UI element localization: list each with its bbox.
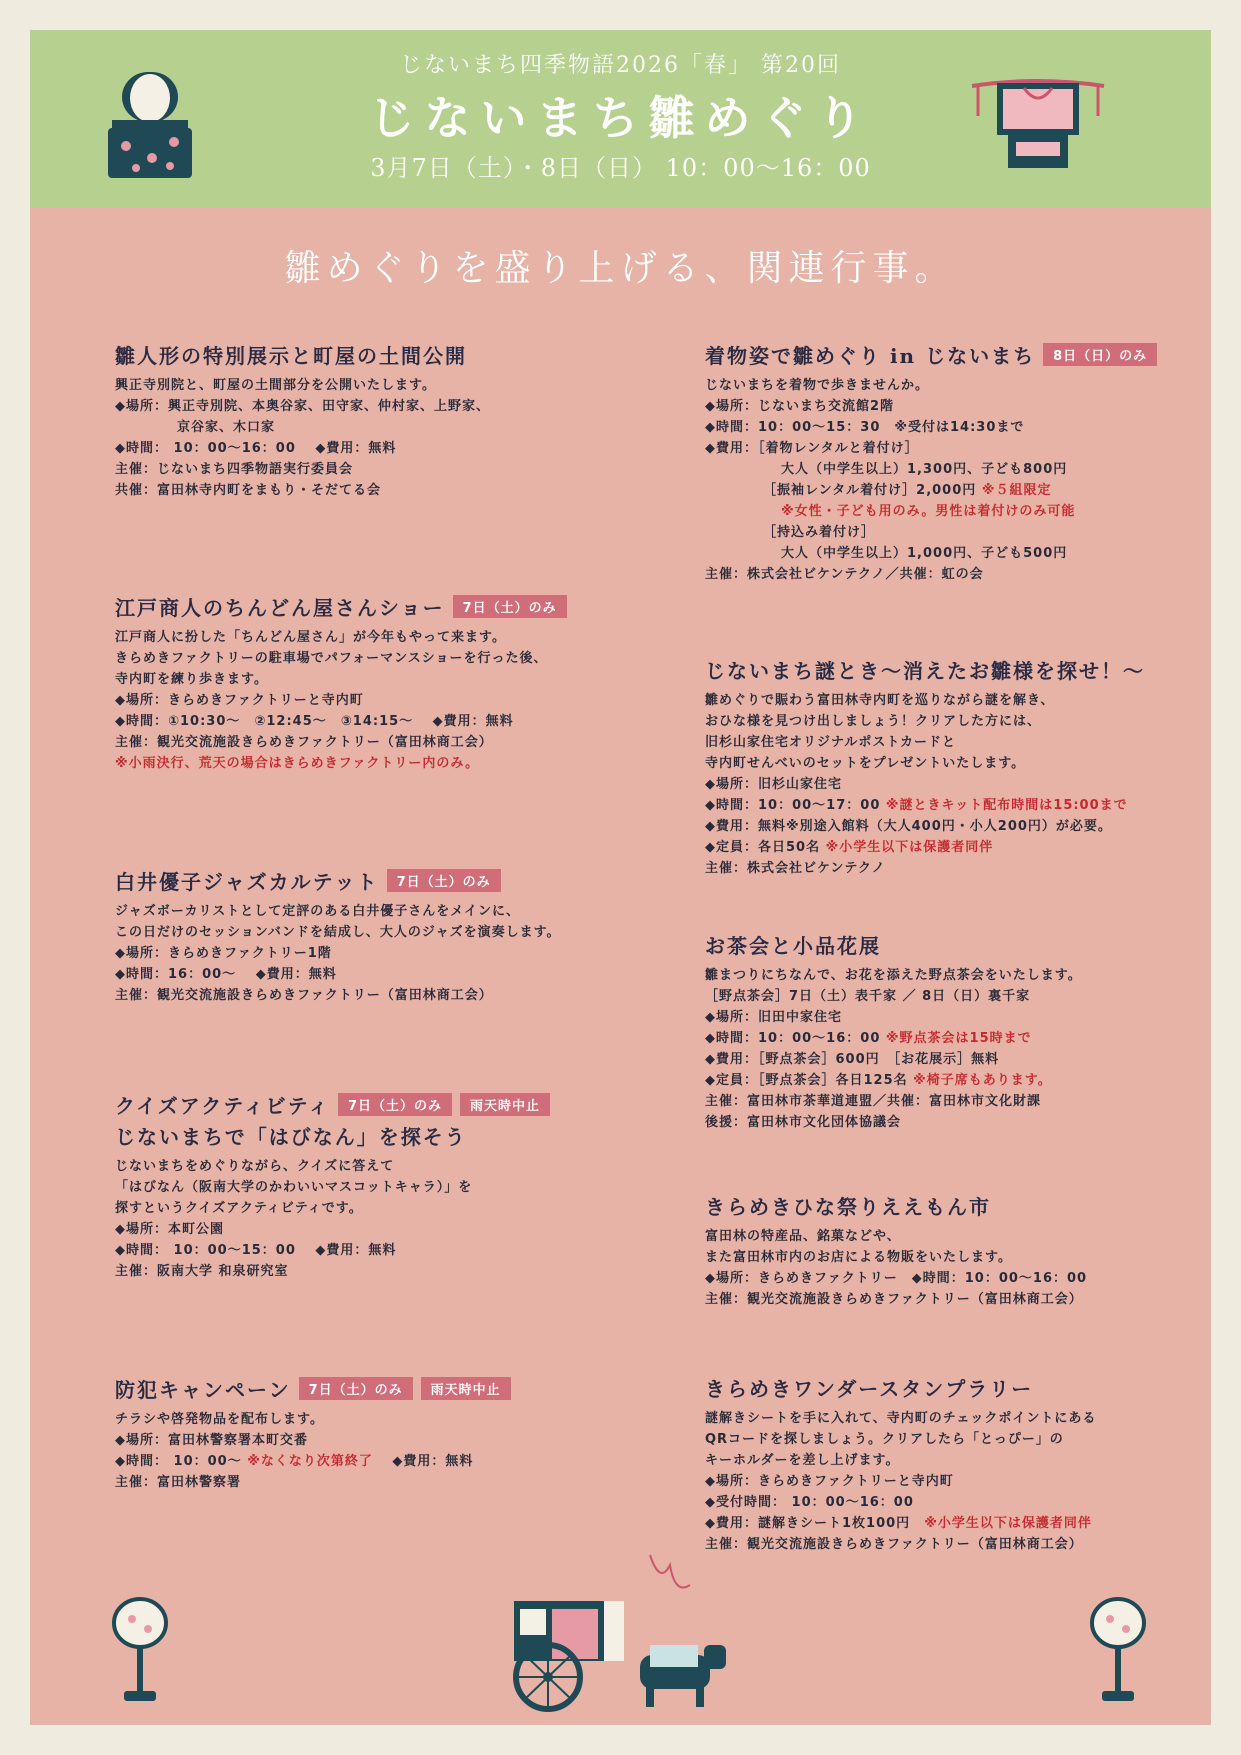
detail-text: この日だけのセッションバンドを結成し、大人のジャズを演奏します。 xyxy=(115,925,561,940)
detail-text: ◆時間： 10：00〜16：00 ◆費用：無料 xyxy=(115,441,397,456)
event-title-text: じないまち謎とき〜消えたお雛様を探せ！〜 xyxy=(705,659,1145,683)
detail-text: 主催：観光交流施設きらめきファクトリー（富田林商工会） xyxy=(115,988,493,1003)
detail-line xyxy=(115,627,567,648)
detail-text: QRコードを探しましょう。クリアしたら「とっぴー」の xyxy=(705,1432,1064,1447)
detail-line xyxy=(705,816,1145,837)
detail-text: ◆場所：じないまち交流館2階 xyxy=(705,399,895,414)
hina-box-illustration xyxy=(968,72,1108,172)
detail-line xyxy=(115,1219,550,1240)
event-subtitle: じないまちで「はびなん」を探そう xyxy=(115,1125,467,1149)
detail-text: きらめきファクトリーの駐車場でパフォーマンスショーを行った後、 xyxy=(115,651,548,666)
event-header xyxy=(115,592,567,621)
detail-line xyxy=(115,1156,550,1177)
detail-line xyxy=(705,1450,1096,1471)
detail-line xyxy=(115,669,567,690)
detail-line xyxy=(115,1240,550,1261)
detail-line xyxy=(115,1177,550,1198)
detail-line xyxy=(115,711,567,732)
event-title-text: お茶会と小品花展 xyxy=(705,934,881,958)
date-restriction-badge: 8日（日）のみ xyxy=(1043,343,1157,366)
detail-line xyxy=(705,690,1145,711)
detail-text: じないまちを着物で歩きませんか。 xyxy=(705,378,930,393)
detail-text: 雛まつりにちなんで、お花を添えた野点茶会をいたします。 xyxy=(705,968,1082,983)
detail-text: ◆場所：富田林警察署本町交番 xyxy=(115,1433,308,1448)
ox-cart-illustration xyxy=(500,1545,740,1715)
date-restriction-badge: 7日（土）のみ xyxy=(338,1093,452,1116)
event-title-text: 防犯キャンペーン xyxy=(115,1378,291,1402)
event-details xyxy=(705,690,1145,879)
detail-text: ◆費用：［野点茶会］600円 ［お花展示］無料 xyxy=(705,1052,1000,1067)
event-details xyxy=(115,1156,550,1282)
detail-text: 主催：株式会社ビケンテクノ xyxy=(705,861,886,876)
detail-text: おひな様を見つけ出しましょう！クリアした方には、 xyxy=(705,714,1042,729)
detail-note: ※謎ときキット配布時間は15:00まで xyxy=(885,798,1128,813)
detail-line xyxy=(705,774,1145,795)
detail-line xyxy=(115,1261,550,1282)
lantern-right-illustration xyxy=(1088,1595,1148,1705)
section-subtitle: 雛めぐりを盛り上げる、関連行事。 xyxy=(284,248,957,289)
event-title-text: きらめきワンダースタンプラリー xyxy=(705,1377,1034,1401)
detail-text: 主催：観光交流施設きらめきファクトリー（富田林商工会） xyxy=(705,1292,1083,1307)
detail-text: 主催：富田林市茶華道連盟／共催：富田林市文化財課 xyxy=(705,1094,1042,1109)
detail-text: 共催：富田林寺内町をまもり・そだてる会 xyxy=(115,483,382,498)
detail-line xyxy=(705,1112,1082,1133)
event-title xyxy=(115,340,467,369)
detail-line xyxy=(705,1429,1096,1450)
detail-text: ◆費用：［着物レンタルと着付け］ xyxy=(705,441,919,456)
detail-line xyxy=(705,1471,1096,1492)
event-title xyxy=(115,592,445,621)
detail-line xyxy=(115,480,490,501)
detail-text: ◆費用：謎解きシート1枚100円 xyxy=(705,1516,925,1531)
detail-line xyxy=(705,965,1082,986)
detail-line xyxy=(115,396,490,417)
detail-text: キーホルダーを差し上げます。 xyxy=(705,1453,900,1468)
detail-text: ［持込み着付け］ xyxy=(763,525,876,540)
detail-line xyxy=(115,964,561,985)
detail-line xyxy=(705,1070,1082,1091)
detail-text: ◆費用：無料※別途入館料（大人400円・小人200円）が必要。 xyxy=(705,819,1112,834)
event-block xyxy=(115,592,567,774)
detail-text: 雛めぐりで賑わう富田林寺内町を巡りながら謎を解き、 xyxy=(705,693,1055,708)
header-date: 3月7日（土）・8日（日） 10：00〜16：00 xyxy=(370,154,871,182)
detail-line xyxy=(115,1472,511,1493)
detail-line xyxy=(705,1534,1096,1555)
detail-text: ◆時間： 10：00〜15：00 ◆費用：無料 xyxy=(115,1243,397,1258)
event-details xyxy=(705,1408,1096,1555)
detail-text: 大人（中学生以上）1,000円、子ども500円 xyxy=(781,546,1068,561)
event-block xyxy=(115,340,490,501)
detail-text: ◆時間：10：00〜15：30 ※受付は14:30まで xyxy=(705,420,1025,435)
detail-line xyxy=(705,711,1145,732)
detail-note: ※椅子席もあります。 xyxy=(913,1073,1052,1088)
detail-line xyxy=(705,1408,1096,1429)
event-title xyxy=(115,866,379,895)
detail-text: ◆場所：きらめきファクトリー1階 xyxy=(115,946,332,961)
detail-line xyxy=(705,501,1157,522)
detail-text: 後援：富田林市文化団体協議会 xyxy=(705,1115,902,1130)
detail-line xyxy=(705,1049,1082,1070)
page-title: じないまち雛めぐり xyxy=(368,91,873,145)
detail-text: 主催：観光交流施設きらめきファクトリー（富田林商工会） xyxy=(705,1537,1083,1552)
detail-text: 富田林の特産品、銘菓などや、 xyxy=(705,1229,901,1244)
detail-text: ◆時間： 10：00〜 xyxy=(115,1454,248,1469)
detail-text: 主催：株式会社ビケンテクノ／共催：虹の会 xyxy=(705,567,984,582)
event-title-text: きらめきひな祭りええもん市 xyxy=(705,1195,991,1219)
event-block xyxy=(115,1374,511,1493)
detail-note: ※５組限定 xyxy=(981,483,1052,498)
event-header xyxy=(705,340,1157,369)
event-header xyxy=(115,340,490,369)
lantern-left-illustration xyxy=(110,1595,170,1705)
detail-text: ジャズボーカリストとして定評のある白井優子さんをメインに、 xyxy=(115,904,520,919)
detail-text: ◆定員：［野点茶会］各日125名 xyxy=(705,1073,914,1088)
event-details xyxy=(115,375,490,501)
detail-line xyxy=(115,753,567,774)
detail-line xyxy=(705,1226,1087,1247)
detail-line xyxy=(115,690,567,711)
event-title xyxy=(115,1090,330,1119)
detail-line xyxy=(115,1430,511,1451)
detail-line xyxy=(705,417,1157,438)
event-header xyxy=(705,1373,1096,1402)
detail-line xyxy=(705,753,1145,774)
detail-text: 江戸商人に扮した「ちんどん屋さん」が今年もやって来ます。 xyxy=(115,630,506,645)
event-details xyxy=(705,965,1082,1133)
detail-line xyxy=(115,459,490,480)
event-block xyxy=(115,866,561,1006)
detail-line xyxy=(705,837,1145,858)
event-header xyxy=(115,1090,550,1119)
event-title xyxy=(705,1191,991,1220)
detail-line xyxy=(705,522,1157,543)
detail-line xyxy=(705,986,1082,1007)
detail-text: 主催：阪南大学 和泉研究室 xyxy=(115,1264,289,1279)
date-restriction-badge: 7日（土）のみ xyxy=(387,869,501,892)
detail-line xyxy=(705,438,1157,459)
event-block xyxy=(115,1090,550,1282)
detail-note: ※なくなり次第終了 xyxy=(247,1454,373,1469)
detail-text: ［野点茶会］7日（土）表千家 ／ 8日（日）裏千家 xyxy=(705,989,1031,1004)
detail-text: 寺内町を練り歩きます。 xyxy=(115,672,268,687)
detail-line xyxy=(705,564,1157,585)
detail-line xyxy=(705,1028,1082,1049)
event-details xyxy=(705,375,1157,585)
detail-line xyxy=(705,1268,1087,1289)
event-details xyxy=(705,1226,1087,1310)
detail-line xyxy=(115,648,567,669)
detail-line xyxy=(705,459,1157,480)
event-title-text: 江戸商人のちんどん屋さんショー xyxy=(115,596,445,620)
event-header xyxy=(705,930,1082,959)
detail-line xyxy=(705,1513,1096,1534)
event-header xyxy=(705,1191,1087,1220)
detail-line xyxy=(705,396,1157,417)
detail-text: ◆場所：きらめきファクトリーと寺内町 xyxy=(115,693,364,708)
hina-mirror-illustration xyxy=(100,62,200,180)
detail-line xyxy=(115,985,561,1006)
date-restriction-badge: 7日（土）のみ xyxy=(453,595,567,618)
header-series-line: じないまち四季物語2026「春」 第20回 xyxy=(400,53,841,78)
detail-text: ◆時間：①10:30〜 ②12:45〜 ③14:15〜 ◆費用：無料 xyxy=(115,714,514,729)
detail-text: 興正寺別院と、町屋の土間部分を公開いたします。 xyxy=(115,378,436,393)
event-title xyxy=(705,655,1145,684)
detail-text: 主催：観光交流施設きらめきファクトリー（富田林商工会） xyxy=(115,735,493,750)
event-title xyxy=(705,1373,1033,1402)
detail-line xyxy=(115,732,567,753)
detail-text: 大人（中学生以上）1,300円、子ども800円 xyxy=(781,462,1068,477)
detail-line xyxy=(115,901,561,922)
detail-text: 京谷家、木口家 xyxy=(177,420,276,435)
detail-text: 旧杉山家住宅オリジナルポストカードと xyxy=(705,735,956,750)
detail-line xyxy=(115,417,490,438)
detail-text: ◆定員：各日50名 xyxy=(705,840,826,855)
detail-line xyxy=(705,543,1157,564)
detail-text: ◆場所：きらめきファクトリー ◆時間：10：00〜16：00 xyxy=(705,1271,1088,1286)
detail-line xyxy=(115,1451,511,1472)
detail-text: また富田林市内のお店による物販をいたします。 xyxy=(705,1250,1012,1265)
detail-line xyxy=(115,375,490,396)
detail-line xyxy=(115,438,490,459)
detail-text: 謎解きシートを手に入れて、寺内町のチェックポイントにある xyxy=(705,1411,1097,1426)
event-header xyxy=(115,866,561,895)
event-title-text: 雛人形の特別展示と町屋の土間公開 xyxy=(115,344,467,368)
event-details xyxy=(115,627,567,774)
detail-text: 主催：富田林警察署 xyxy=(115,1475,242,1490)
event-block xyxy=(705,930,1082,1133)
event-details xyxy=(115,1409,511,1493)
detail-text: ◆場所：興正寺別院、本奥谷家、田守家、仲村家、上野家、 xyxy=(115,399,490,414)
detail-text: 探すというクイズアクティビティです。 xyxy=(115,1201,363,1216)
detail-text: 主催：じないまち四季物語実行委員会 xyxy=(115,462,354,477)
event-title xyxy=(115,1374,291,1403)
event-details xyxy=(115,901,561,1006)
event-title xyxy=(705,930,881,959)
date-restriction-badge: 雨天時中止 xyxy=(460,1093,550,1116)
event-title-text: 白井優子ジャズカルテット xyxy=(115,870,379,894)
event-block xyxy=(705,655,1145,879)
event-header xyxy=(705,655,1145,684)
detail-text: ◆場所：きらめきファクトリーと寺内町 xyxy=(705,1474,954,1489)
detail-text: ［振袖レンタル着付け］2,000円 xyxy=(763,483,982,498)
detail-line xyxy=(705,732,1145,753)
detail-line xyxy=(115,922,561,943)
detail-line xyxy=(705,375,1157,396)
event-block xyxy=(705,1191,1087,1310)
detail-text: じないまちをめぐりながら、クイズに答えて xyxy=(115,1159,395,1174)
detail-text: チラシや啓発物品を配布します。 xyxy=(115,1412,324,1427)
detail-text: ◆場所：旧杉山家住宅 xyxy=(705,777,842,792)
detail-text: ◆費用：無料 xyxy=(372,1454,474,1469)
detail-text: ◆場所：旧田中家住宅 xyxy=(705,1010,842,1025)
detail-text: ◆時間：10：00〜16：00 xyxy=(705,1031,886,1046)
event-block xyxy=(705,1373,1096,1555)
detail-line xyxy=(115,1198,550,1219)
detail-note: ※野点茶会は15時まで xyxy=(885,1031,1032,1046)
detail-text: ◆受付時間： 10：00〜16：00 xyxy=(705,1495,914,1510)
detail-line xyxy=(705,1289,1087,1310)
detail-note: ※小学生以下は保護者同伴 xyxy=(924,1516,1092,1531)
detail-text: ※小雨決行、荒天の場合はきらめきファクトリー内のみ。 xyxy=(115,756,480,771)
detail-line xyxy=(705,795,1145,816)
date-restriction-badge: 7日（土）のみ xyxy=(299,1377,413,1400)
date-restriction-badge: 雨天時中止 xyxy=(421,1377,511,1400)
detail-note: ※女性・子ども用のみ。男性は着付けのみ可能 xyxy=(781,504,1076,519)
detail-text: ◆場所：本町公園 xyxy=(115,1222,224,1237)
event-title xyxy=(705,340,1035,369)
detail-line xyxy=(705,1247,1087,1268)
detail-text: ◆時間：10：00〜17：00 xyxy=(705,798,886,813)
detail-text: 寺内町せんべいのセットをプレゼントいたします。 xyxy=(705,756,1026,771)
detail-line xyxy=(705,1091,1082,1112)
detail-line xyxy=(705,1007,1082,1028)
detail-text: ◆時間：16：00〜 ◆費用：無料 xyxy=(115,967,337,982)
detail-line xyxy=(115,1409,511,1430)
detail-line xyxy=(705,858,1145,879)
event-title-text: クイズアクティビティ xyxy=(115,1094,330,1118)
detail-line xyxy=(705,480,1157,501)
event-header xyxy=(115,1374,511,1403)
detail-line xyxy=(705,1492,1096,1513)
detail-line xyxy=(115,943,561,964)
event-title-text: 着物姿で雛めぐり in じないまち xyxy=(705,344,1036,368)
detail-note: ※小学生以下は保護者同伴 xyxy=(825,840,994,855)
detail-text: 「はびなん（阪南大学のかわいいマスコットキャラ）」を xyxy=(115,1180,473,1195)
event-block xyxy=(705,340,1157,585)
